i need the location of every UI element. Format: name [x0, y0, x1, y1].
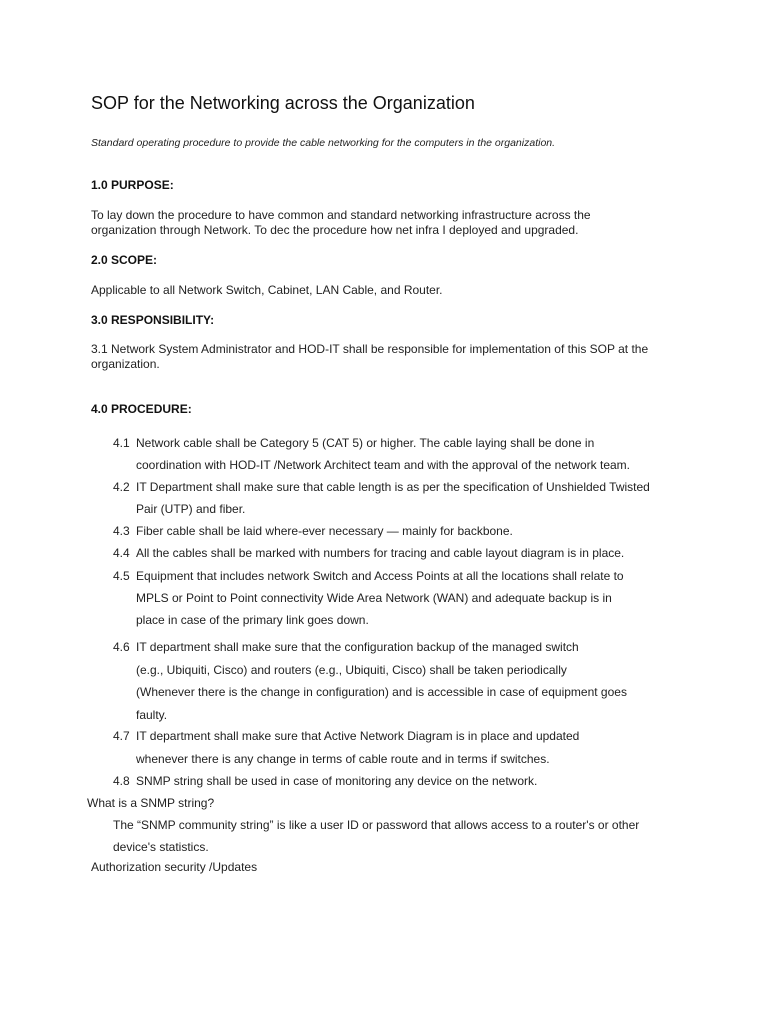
- item-number: 4.4: [113, 546, 130, 560]
- item-line: MPLS or Point to Point connectivity Wide Area Network (WAN) and adequate backup is in: [136, 591, 612, 605]
- item-line: (e.g., Ubiquiti, Cisco) and routers (e.g., Ubiquiti, Cisco) shall be taken periodically: [136, 662, 567, 677]
- purpose-line: To lay down the procedure to have common and standard networking infrastructure across the: [91, 208, 591, 222]
- item-line: All the cables shall be marked with numbers for tracing and cable layout diagram is in place.: [136, 546, 625, 560]
- scope-paragraph: [91, 283, 691, 298]
- procedure-item: [113, 725, 693, 771]
- item-number: 4.7: [113, 729, 130, 743]
- item-number: 4.1: [113, 436, 130, 450]
- item-line: (Whenever there is the change in configuration) and is accessible in case of equipment goes: [136, 685, 627, 699]
- procedure-item: [113, 542, 693, 564]
- authorization-note: Authorization security /Updates: [91, 860, 258, 874]
- procedure-item: [113, 432, 693, 476]
- item-line: Network cable shall be Category 5 (CAT 5) or higher. The cable laying shall be done in: [136, 436, 595, 450]
- responsibility-line: 3.1 Network System Administrator and HOD-IT shall be responsible for implementation of this SOP at the: [91, 342, 649, 356]
- purpose-paragraph: [91, 208, 691, 238]
- scope-line: Applicable to all Network Switch, Cabinet, LAN Cable, and Router.: [91, 283, 443, 297]
- item-line: faulty.: [136, 707, 168, 722]
- item-line: coordination with HOD-IT /Network Architect team and with the approval of the network team.: [136, 458, 631, 472]
- item-number: 4.2: [113, 480, 130, 494]
- document-subtitle: Standard operating procedure to provide the cable networking for the computers in the organization.: [91, 137, 556, 149]
- responsibility-line: organization.: [91, 357, 160, 371]
- item-number: 4.6: [113, 640, 130, 654]
- responsibility-paragraph: [91, 342, 691, 372]
- purpose-line: organization through Network. To dec the procedure how net infra I deployed and upgraded.: [91, 223, 579, 237]
- purpose-heading: 1.0 PURPOSE:: [91, 178, 174, 192]
- item-line: whenever there is any change in terms of cable route and in terms if switches.: [136, 752, 550, 766]
- procedure-item: [113, 476, 693, 520]
- procedure-item: [113, 520, 693, 542]
- snmp-answer-line: device's statistics.: [113, 840, 209, 854]
- snmp-answer-line: The “SNMP community string” is like a user ID or password that allows access to a router's or other: [113, 818, 640, 832]
- item-line: IT Department shall make sure that cable length is as per the specification of Unshielded Twisted: [136, 480, 650, 494]
- item-line: Fiber cable shall be laid where-ever necessary — mainly for backbone.: [136, 524, 513, 538]
- procedure-item: [113, 770, 693, 792]
- procedure-heading: 4.0 PROCEDURE:: [91, 402, 192, 416]
- procedure-item: [113, 565, 693, 631]
- scope-heading: 2.0 SCOPE:: [91, 253, 158, 267]
- item-number: 4.5: [113, 569, 130, 583]
- snmp-question: What is a SNMP string?: [87, 796, 215, 810]
- item-line: Equipment that includes network Switch and Access Points at all the locations shall relate to: [136, 569, 624, 583]
- responsibility-heading: 3.0 RESPONSIBILITY:: [91, 313, 215, 327]
- item-line: IT department shall make sure that the configuration backup of the managed switch: [136, 640, 579, 654]
- document-title: SOP for the Networking across the Organization: [91, 93, 475, 113]
- item-line: IT department shall make sure that Active Network Diagram is in place and updated: [136, 729, 580, 743]
- item-line: place in case of the primary link goes down.: [136, 613, 369, 627]
- item-line: SNMP string shall be used in case of monitoring any device on the network.: [136, 774, 538, 788]
- snmp-answer: [113, 814, 639, 858]
- item-number: 4.8: [113, 774, 130, 788]
- item-line: Pair (UTP) and fiber.: [136, 502, 246, 516]
- procedure-item: [113, 636, 693, 726]
- item-number: 4.3: [113, 524, 130, 538]
